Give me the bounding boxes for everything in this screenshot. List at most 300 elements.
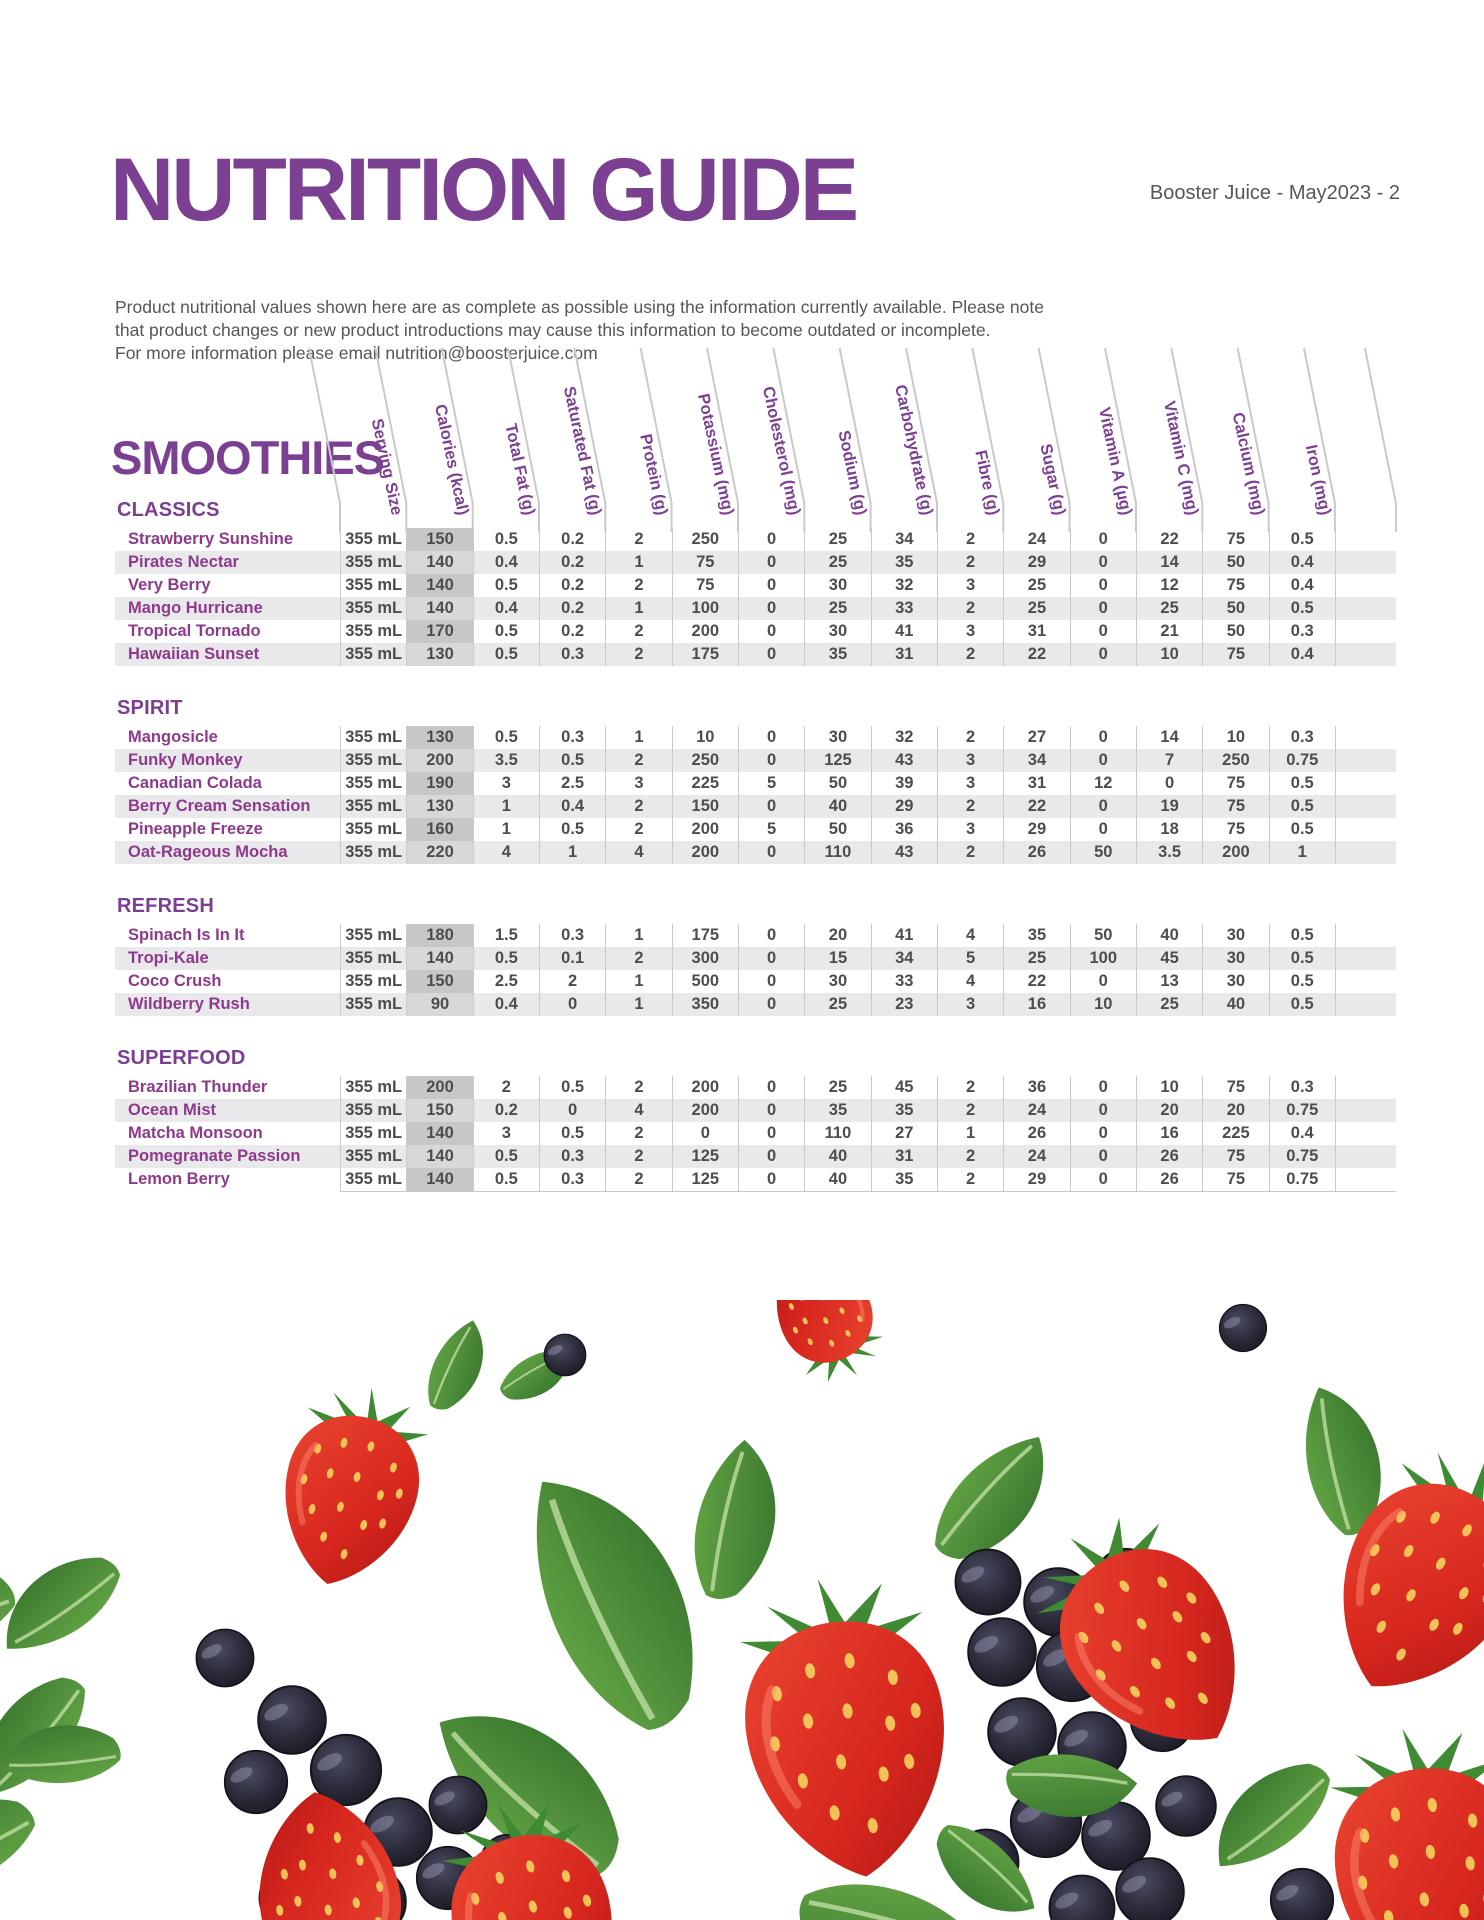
section-band-cell bbox=[672, 462, 738, 528]
product-name: Tropi-Kale bbox=[115, 947, 340, 970]
nutrition-value-cell: 150 bbox=[406, 528, 472, 551]
nutrition-value-cell: 31 bbox=[871, 1145, 937, 1168]
column-header-label: Vitamin C (mg) bbox=[1159, 399, 1202, 517]
nutrition-value-cell: 1 bbox=[605, 726, 671, 749]
nutrition-value-cell: 3.5 bbox=[473, 749, 539, 772]
nutrition-value-cell: 0 bbox=[738, 970, 804, 993]
nutrition-value-cell: 2 bbox=[937, 1076, 1003, 1099]
intro-line-3: For more information please email nutrition@boosterjuice.com bbox=[115, 343, 598, 364]
nutrition-value-cell: 35 bbox=[871, 551, 937, 574]
nutrition-value-cell: 0 bbox=[1136, 772, 1202, 795]
nutrition-value-cell: 20 bbox=[804, 924, 870, 947]
nutrition-value-cell: 75 bbox=[1202, 1145, 1268, 1168]
nutrition-value-cell: 0 bbox=[738, 1168, 804, 1191]
nutrition-value-cell: 0.2 bbox=[473, 1099, 539, 1122]
nutrition-value-cell: 0.4 bbox=[473, 551, 539, 574]
nutrition-value-cell: 40 bbox=[804, 1168, 870, 1191]
section-band-cell bbox=[738, 666, 804, 726]
nutrition-value-cell: 30 bbox=[1202, 947, 1268, 970]
nutrition-value-cell: 0.2 bbox=[539, 574, 605, 597]
nutrition-value-cell: 29 bbox=[1003, 551, 1069, 574]
nutrition-value-cell: 3 bbox=[605, 772, 671, 795]
nutrition-value-cell: 40 bbox=[1136, 924, 1202, 947]
row-filler-cell bbox=[1335, 1168, 1396, 1191]
nutrition-value-cell: 0.5 bbox=[1269, 924, 1335, 947]
section-band-cell bbox=[738, 1016, 804, 1076]
section-band-cell bbox=[340, 666, 406, 726]
nutrition-value-cell: 0 bbox=[738, 551, 804, 574]
nutrition-value-cell: 110 bbox=[804, 1122, 870, 1145]
nutrition-value-cell: 3 bbox=[937, 993, 1003, 1016]
nutrition-value-cell: 0 bbox=[1070, 818, 1136, 841]
nutrition-value-cell: 0.5 bbox=[1269, 772, 1335, 795]
nutrition-value-cell: 355 mL bbox=[340, 1168, 406, 1191]
section-band-cell bbox=[605, 666, 671, 726]
nutrition-value-cell: 0.75 bbox=[1269, 1145, 1335, 1168]
nutrition-value-cell: 140 bbox=[406, 597, 472, 620]
nutrition-value-cell: 355 mL bbox=[340, 841, 406, 864]
nutrition-value-cell: 220 bbox=[406, 841, 472, 864]
nutrition-value-cell: 22 bbox=[1003, 643, 1069, 666]
nutrition-value-cell: 30 bbox=[804, 726, 870, 749]
row-filler-cell bbox=[1335, 772, 1396, 795]
row-filler-cell bbox=[1335, 993, 1396, 1016]
group-title-smoothies: SMOOTHIES bbox=[111, 431, 385, 484]
product-name: Berry Cream Sensation bbox=[115, 795, 340, 818]
nutrition-value-cell: 2 bbox=[605, 749, 671, 772]
nutrition-value-cell: 150 bbox=[406, 1099, 472, 1122]
nutrition-value-cell: 0.4 bbox=[539, 795, 605, 818]
section-band-cell bbox=[804, 462, 870, 528]
nutrition-value-cell: 3.5 bbox=[1136, 841, 1202, 864]
nutrition-value-cell: 0.2 bbox=[539, 551, 605, 574]
nutrition-value-cell: 2 bbox=[605, 1122, 671, 1145]
nutrition-value-cell: 0.5 bbox=[1269, 970, 1335, 993]
nutrition-value-cell: 50 bbox=[1202, 551, 1268, 574]
nutrition-value-cell: 4 bbox=[473, 841, 539, 864]
row-filler-cell bbox=[1335, 551, 1396, 574]
nutrition-value-cell: 225 bbox=[1202, 1122, 1268, 1145]
nutrition-value-cell: 3 bbox=[473, 772, 539, 795]
nutrition-value-cell: 2 bbox=[605, 1145, 671, 1168]
section-band-cell bbox=[672, 666, 738, 726]
nutrition-value-cell: 16 bbox=[1003, 993, 1069, 1016]
nutrition-value-cell: 2 bbox=[937, 643, 1003, 666]
nutrition-value-cell: 30 bbox=[804, 574, 870, 597]
section-band-cell bbox=[539, 864, 605, 924]
nutrition-value-cell: 10 bbox=[1136, 1076, 1202, 1099]
section-band-cell bbox=[605, 1016, 671, 1076]
nutrition-value-cell: 16 bbox=[1136, 1122, 1202, 1145]
nutrition-value-cell: 0.5 bbox=[1269, 528, 1335, 551]
column-header-label: Vitamin A (µg) bbox=[1094, 405, 1136, 517]
nutrition-value-cell: 75 bbox=[1202, 795, 1268, 818]
nutrition-value-cell: 140 bbox=[406, 1168, 472, 1191]
column-header-label: Sugar (g) bbox=[1036, 442, 1069, 517]
product-name: Pirates Nectar bbox=[115, 551, 340, 574]
nutrition-value-cell: 2 bbox=[605, 818, 671, 841]
nutrition-value-cell: 350 bbox=[672, 993, 738, 1016]
nutrition-value-cell: 0 bbox=[738, 749, 804, 772]
nutrition-value-cell: 0.2 bbox=[539, 620, 605, 643]
nutrition-value-cell: 25 bbox=[1003, 574, 1069, 597]
nutrition-value-cell: 250 bbox=[1202, 749, 1268, 772]
nutrition-value-cell: 39 bbox=[871, 772, 937, 795]
nutrition-value-cell: 1 bbox=[605, 970, 671, 993]
nutrition-value-cell: 0 bbox=[738, 528, 804, 551]
section-band-cell bbox=[1269, 666, 1335, 726]
column-header-label: Serving Size bbox=[367, 417, 406, 517]
nutrition-value-cell: 35 bbox=[804, 1099, 870, 1122]
nutrition-value-cell: 75 bbox=[1202, 818, 1268, 841]
nutrition-value-cell: 355 mL bbox=[340, 772, 406, 795]
column-header-label: Iron (mg) bbox=[1301, 443, 1335, 517]
nutrition-value-cell: 13 bbox=[1136, 970, 1202, 993]
nutrition-value-cell: 0.3 bbox=[539, 726, 605, 749]
nutrition-value-cell: 0.75 bbox=[1269, 1099, 1335, 1122]
nutrition-value-cell: 2 bbox=[937, 528, 1003, 551]
nutrition-value-cell: 0.5 bbox=[1269, 795, 1335, 818]
row-filler-cell bbox=[1335, 818, 1396, 841]
nutrition-value-cell: 5 bbox=[738, 818, 804, 841]
section-band-cell bbox=[1003, 462, 1069, 528]
nutrition-value-cell: 0.4 bbox=[1269, 643, 1335, 666]
nutrition-value-cell: 0 bbox=[738, 795, 804, 818]
table-bottom-rule bbox=[340, 1191, 1396, 1192]
nutrition-value-cell: 225 bbox=[672, 772, 738, 795]
nutrition-value-cell: 29 bbox=[1003, 1168, 1069, 1191]
nutrition-value-cell: 22 bbox=[1003, 795, 1069, 818]
nutrition-value-cell: 4 bbox=[605, 841, 671, 864]
nutrition-value-cell: 180 bbox=[406, 924, 472, 947]
strawberry-far-right bbox=[1196, 1387, 1484, 1920]
section-band-cell bbox=[937, 666, 1003, 726]
section-band-cell bbox=[1269, 462, 1335, 528]
nutrition-value-cell: 0.3 bbox=[539, 643, 605, 666]
nutrition-value-cell: 355 mL bbox=[340, 551, 406, 574]
column-header-label: Protein (g) bbox=[636, 432, 672, 517]
section-heading: SPIRIT bbox=[117, 697, 183, 719]
nutrition-value-cell: 35 bbox=[804, 643, 870, 666]
section-band-cell bbox=[672, 864, 738, 924]
nutrition-value-cell: 24 bbox=[1003, 1099, 1069, 1122]
nutrition-value-cell: 26 bbox=[1136, 1168, 1202, 1191]
nutrition-value-cell: 250 bbox=[672, 749, 738, 772]
nutrition-value-cell: 0 bbox=[738, 947, 804, 970]
product-name: Mango Hurricane bbox=[115, 597, 340, 620]
nutrition-value-cell: 23 bbox=[871, 993, 937, 1016]
product-name: Ocean Mist bbox=[115, 1099, 340, 1122]
nutrition-value-cell: 0.3 bbox=[1269, 726, 1335, 749]
nutrition-value-cell: 3 bbox=[937, 620, 1003, 643]
column-header-label: Saturated Fat (g) bbox=[559, 384, 605, 517]
nutrition-value-cell: 0.2 bbox=[539, 597, 605, 620]
nutrition-value-cell: 4 bbox=[937, 924, 1003, 947]
nutrition-value-cell: 200 bbox=[1202, 841, 1268, 864]
nutrition-value-cell: 0.3 bbox=[539, 924, 605, 947]
section-band-cell bbox=[1136, 1016, 1202, 1076]
nutrition-value-cell: 12 bbox=[1136, 574, 1202, 597]
nutrition-value-cell: 31 bbox=[1003, 620, 1069, 643]
nutrition-value-cell: 25 bbox=[1136, 597, 1202, 620]
nutrition-value-cell: 0 bbox=[1070, 1099, 1136, 1122]
section-band-cell bbox=[539, 666, 605, 726]
nutrition-value-cell: 160 bbox=[406, 818, 472, 841]
nutrition-value-cell: 125 bbox=[804, 749, 870, 772]
nutrition-value-cell: 32 bbox=[871, 574, 937, 597]
nutrition-value-cell: 50 bbox=[1202, 597, 1268, 620]
product-name: Lemon Berry bbox=[128, 1170, 230, 1188]
row-filler-cell bbox=[1335, 795, 1396, 818]
row-filler-cell bbox=[1335, 726, 1396, 749]
column-header-label: Total Fat (g) bbox=[501, 421, 539, 517]
column-header-label: Carbohydrate (g) bbox=[891, 383, 937, 517]
nutrition-value-cell: 0 bbox=[738, 597, 804, 620]
basil-leaves-left bbox=[0, 1550, 132, 1892]
row-filler-cell bbox=[1335, 620, 1396, 643]
nutrition-value-cell: 0 bbox=[1070, 1076, 1136, 1099]
section-band-cell bbox=[1335, 864, 1396, 924]
product-name: Matcha Monsoon bbox=[128, 1124, 263, 1142]
nutrition-value-cell: 1 bbox=[605, 993, 671, 1016]
nutrition-value-cell: 140 bbox=[406, 574, 472, 597]
nutrition-value-cell: 125 bbox=[672, 1168, 738, 1191]
nutrition-value-cell: 1.5 bbox=[473, 924, 539, 947]
nutrition-value-cell: 2 bbox=[937, 597, 1003, 620]
nutrition-value-cell: 0.4 bbox=[473, 993, 539, 1016]
nutrition-value-cell: 3 bbox=[473, 1122, 539, 1145]
section-heading: REFRESH bbox=[117, 895, 214, 917]
nutrition-value-cell: 0 bbox=[738, 620, 804, 643]
row-filler-cell bbox=[1335, 528, 1396, 551]
nutrition-value-cell: 75 bbox=[672, 551, 738, 574]
section-band-cell bbox=[871, 462, 937, 528]
nutrition-value-cell: 31 bbox=[1003, 772, 1069, 795]
nutrition-value-cell: 0 bbox=[1070, 551, 1136, 574]
nutrition-value-cell: 75 bbox=[1202, 528, 1268, 551]
section-band-cell bbox=[1136, 666, 1202, 726]
nutrition-value-cell: 0.3 bbox=[1269, 1076, 1335, 1099]
product-name: Funky Monkey bbox=[115, 749, 340, 772]
nutrition-value-cell: 41 bbox=[871, 924, 937, 947]
nutrition-value-cell: 0.5 bbox=[473, 1168, 539, 1191]
nutrition-value-cell: 2 bbox=[605, 620, 671, 643]
section-band-cell bbox=[605, 864, 671, 924]
nutrition-value-cell: 4 bbox=[605, 1099, 671, 1122]
nutrition-value-cell: 0 bbox=[738, 726, 804, 749]
nutrition-value-cell: 25 bbox=[804, 993, 870, 1016]
product-name: Pomegranate Passion bbox=[115, 1145, 340, 1168]
nutrition-value-cell: 355 mL bbox=[340, 574, 406, 597]
intro-line-1: Product nutritional values shown here are as complete as possible using the information currently available. Please note bbox=[115, 297, 1044, 317]
nutrition-value-cell: 0.1 bbox=[539, 947, 605, 970]
nutrition-value-cell: 355 mL bbox=[340, 1122, 406, 1145]
nutrition-value-cell: 14 bbox=[1136, 551, 1202, 574]
nutrition-value-cell: 2 bbox=[937, 1099, 1003, 1122]
nutrition-value-cell: 7 bbox=[1136, 749, 1202, 772]
product-name: Mangosicle bbox=[128, 728, 218, 746]
section-band-cell bbox=[738, 864, 804, 924]
nutrition-value-cell: 31 bbox=[871, 643, 937, 666]
nutrition-value-cell: 25 bbox=[1136, 993, 1202, 1016]
section-band-cell bbox=[539, 462, 605, 528]
section-band-cell bbox=[937, 462, 1003, 528]
nutrition-value-cell: 355 mL bbox=[340, 795, 406, 818]
nutrition-value-cell: 2 bbox=[605, 795, 671, 818]
nutrition-value-cell: 25 bbox=[804, 551, 870, 574]
section-band-cell bbox=[1003, 666, 1069, 726]
nutrition-value-cell: 20 bbox=[1202, 1099, 1268, 1122]
nutrition-value-cell: 2 bbox=[539, 970, 605, 993]
nutrition-value-cell: 0 bbox=[1070, 726, 1136, 749]
section-band-cell bbox=[1335, 1016, 1396, 1076]
nutrition-value-cell: 0 bbox=[1070, 970, 1136, 993]
nutrition-value-cell: 30 bbox=[804, 970, 870, 993]
nutrition-value-cell: 3 bbox=[937, 574, 1003, 597]
section-band-cell bbox=[406, 462, 472, 528]
nutrition-value-cell: 0.5 bbox=[539, 1076, 605, 1099]
nutrition-value-cell: 355 mL bbox=[340, 818, 406, 841]
nutrition-value-cell: 0 bbox=[738, 574, 804, 597]
blueberry-illustration bbox=[544, 1334, 586, 1376]
nutrition-value-cell: 0 bbox=[738, 924, 804, 947]
nutrition-value-cell: 200 bbox=[672, 818, 738, 841]
nutrition-value-cell: 100 bbox=[672, 597, 738, 620]
nutrition-value-cell: 170 bbox=[406, 620, 472, 643]
section-band-cell bbox=[804, 1016, 870, 1076]
product-name: Brazilian Thunder bbox=[128, 1078, 268, 1096]
nutrition-value-cell: 355 mL bbox=[340, 970, 406, 993]
nutrition-value-cell: 2 bbox=[937, 1168, 1003, 1191]
section-band-cell bbox=[473, 462, 539, 528]
section-band-cell bbox=[937, 864, 1003, 924]
nutrition-value-cell: 45 bbox=[871, 1076, 937, 1099]
section-band-cell bbox=[937, 1016, 1003, 1076]
nutrition-value-cell: 0.5 bbox=[473, 574, 539, 597]
nutrition-value-cell: 26 bbox=[1003, 841, 1069, 864]
section-band-cell bbox=[871, 666, 937, 726]
nutrition-value-cell: 0 bbox=[1070, 1145, 1136, 1168]
nutrition-value-cell: 19 bbox=[1136, 795, 1202, 818]
nutrition-value-cell: 0 bbox=[539, 1099, 605, 1122]
nutrition-value-cell: 24 bbox=[1003, 528, 1069, 551]
nutrition-value-cell: 1 bbox=[605, 551, 671, 574]
nutrition-value-cell: 1 bbox=[473, 795, 539, 818]
nutrition-value-cell: 75 bbox=[1202, 643, 1268, 666]
row-filler-cell bbox=[1335, 749, 1396, 772]
nutrition-value-cell: 0 bbox=[738, 1122, 804, 1145]
nutrition-value-cell: 2 bbox=[937, 795, 1003, 818]
nutrition-value-cell: 3 bbox=[937, 818, 1003, 841]
product-name: Tropical Tornado bbox=[128, 622, 261, 640]
nutrition-value-cell: 40 bbox=[1202, 993, 1268, 1016]
section-band-cell bbox=[1003, 1016, 1069, 1076]
nutrition-value-cell: 26 bbox=[1003, 1122, 1069, 1145]
nutrition-value-cell: 14 bbox=[1136, 726, 1202, 749]
nutrition-value-cell: 190 bbox=[406, 772, 472, 795]
page-title: NUTRITION GUIDE bbox=[110, 139, 857, 239]
section-band-cell bbox=[473, 1016, 539, 1076]
nutrition-value-cell: 25 bbox=[804, 597, 870, 620]
nutrition-value-cell: 2 bbox=[937, 841, 1003, 864]
nutrition-value-cell: 2 bbox=[605, 947, 671, 970]
nutrition-value-cell: 34 bbox=[871, 947, 937, 970]
nutrition-value-cell: 2 bbox=[937, 1145, 1003, 1168]
nutrition-value-cell: 50 bbox=[804, 818, 870, 841]
nutrition-value-cell: 355 mL bbox=[340, 947, 406, 970]
nutrition-value-cell: 0.5 bbox=[473, 1145, 539, 1168]
intro-line-2: that product changes or new product introductions may cause this information to become outdated or incomplete. bbox=[115, 320, 991, 341]
nutrition-value-cell: 4 bbox=[937, 970, 1003, 993]
nutrition-value-cell: 0.5 bbox=[473, 947, 539, 970]
blueberry-illustration bbox=[1220, 1305, 1267, 1352]
nutrition-value-cell: 355 mL bbox=[340, 620, 406, 643]
nutrition-value-cell: 36 bbox=[871, 818, 937, 841]
nutrition-value-cell: 1 bbox=[605, 924, 671, 947]
nutrition-value-cell: 34 bbox=[871, 528, 937, 551]
nutrition-value-cell: 27 bbox=[871, 1122, 937, 1145]
nutrition-value-cell: 2 bbox=[605, 574, 671, 597]
nutrition-value-cell: 5 bbox=[937, 947, 1003, 970]
section-band-cell bbox=[1070, 666, 1136, 726]
nutrition-value-cell: 0 bbox=[738, 1145, 804, 1168]
section-band-cell bbox=[1202, 462, 1268, 528]
nutrition-value-cell: 0.5 bbox=[473, 643, 539, 666]
nutrition-value-cell: 200 bbox=[672, 841, 738, 864]
section-band-cell bbox=[1269, 1016, 1335, 1076]
nutrition-value-cell: 0.4 bbox=[1269, 1122, 1335, 1145]
nutrition-value-cell: 50 bbox=[1070, 841, 1136, 864]
nutrition-value-cell: 0.5 bbox=[539, 749, 605, 772]
nutrition-value-cell: 30 bbox=[804, 620, 870, 643]
nutrition-value-cell: 0.5 bbox=[1269, 947, 1335, 970]
nutrition-value-cell: 2 bbox=[605, 1076, 671, 1099]
nutrition-value-cell: 355 mL bbox=[340, 643, 406, 666]
product-name: Spinach Is In It bbox=[128, 926, 245, 944]
column-header-label: Fibre (g) bbox=[971, 448, 1003, 517]
nutrition-value-cell: 10 bbox=[1202, 726, 1268, 749]
section-band-cell bbox=[340, 864, 406, 924]
section-band-cell bbox=[672, 1016, 738, 1076]
nutrition-value-cell: 3 bbox=[937, 772, 1003, 795]
section-band-cell bbox=[1070, 864, 1136, 924]
nutrition-value-cell: 2.5 bbox=[473, 970, 539, 993]
nutrition-value-cell: 50 bbox=[1202, 620, 1268, 643]
section-band-cell bbox=[473, 864, 539, 924]
nutrition-value-cell: 250 bbox=[672, 528, 738, 551]
nutrition-value-cell: 75 bbox=[1202, 574, 1268, 597]
section-band-cell bbox=[871, 1016, 937, 1076]
nutrition-value-cell: 36 bbox=[1003, 1076, 1069, 1099]
row-filler-cell bbox=[1335, 1099, 1396, 1122]
nutrition-value-cell: 10 bbox=[672, 726, 738, 749]
nutrition-value-cell: 40 bbox=[804, 1145, 870, 1168]
nutrition-value-cell: 30 bbox=[1202, 970, 1268, 993]
nutrition-value-cell: 0.2 bbox=[539, 528, 605, 551]
nutrition-value-cell: 5 bbox=[738, 772, 804, 795]
nutrition-value-cell: 40 bbox=[804, 795, 870, 818]
section-band-cell bbox=[738, 462, 804, 528]
nutrition-value-cell: 25 bbox=[1003, 597, 1069, 620]
nutrition-value-cell: 140 bbox=[406, 1145, 472, 1168]
nutrition-value-cell: 300 bbox=[672, 947, 738, 970]
section-band-cell bbox=[1003, 864, 1069, 924]
nutrition-value-cell: 0 bbox=[539, 993, 605, 1016]
nutrition-value-cell: 33 bbox=[871, 970, 937, 993]
section-heading: SUPERFOOD bbox=[117, 1047, 246, 1069]
nutrition-value-cell: 43 bbox=[871, 749, 937, 772]
nutrition-value-cell: 2 bbox=[605, 643, 671, 666]
